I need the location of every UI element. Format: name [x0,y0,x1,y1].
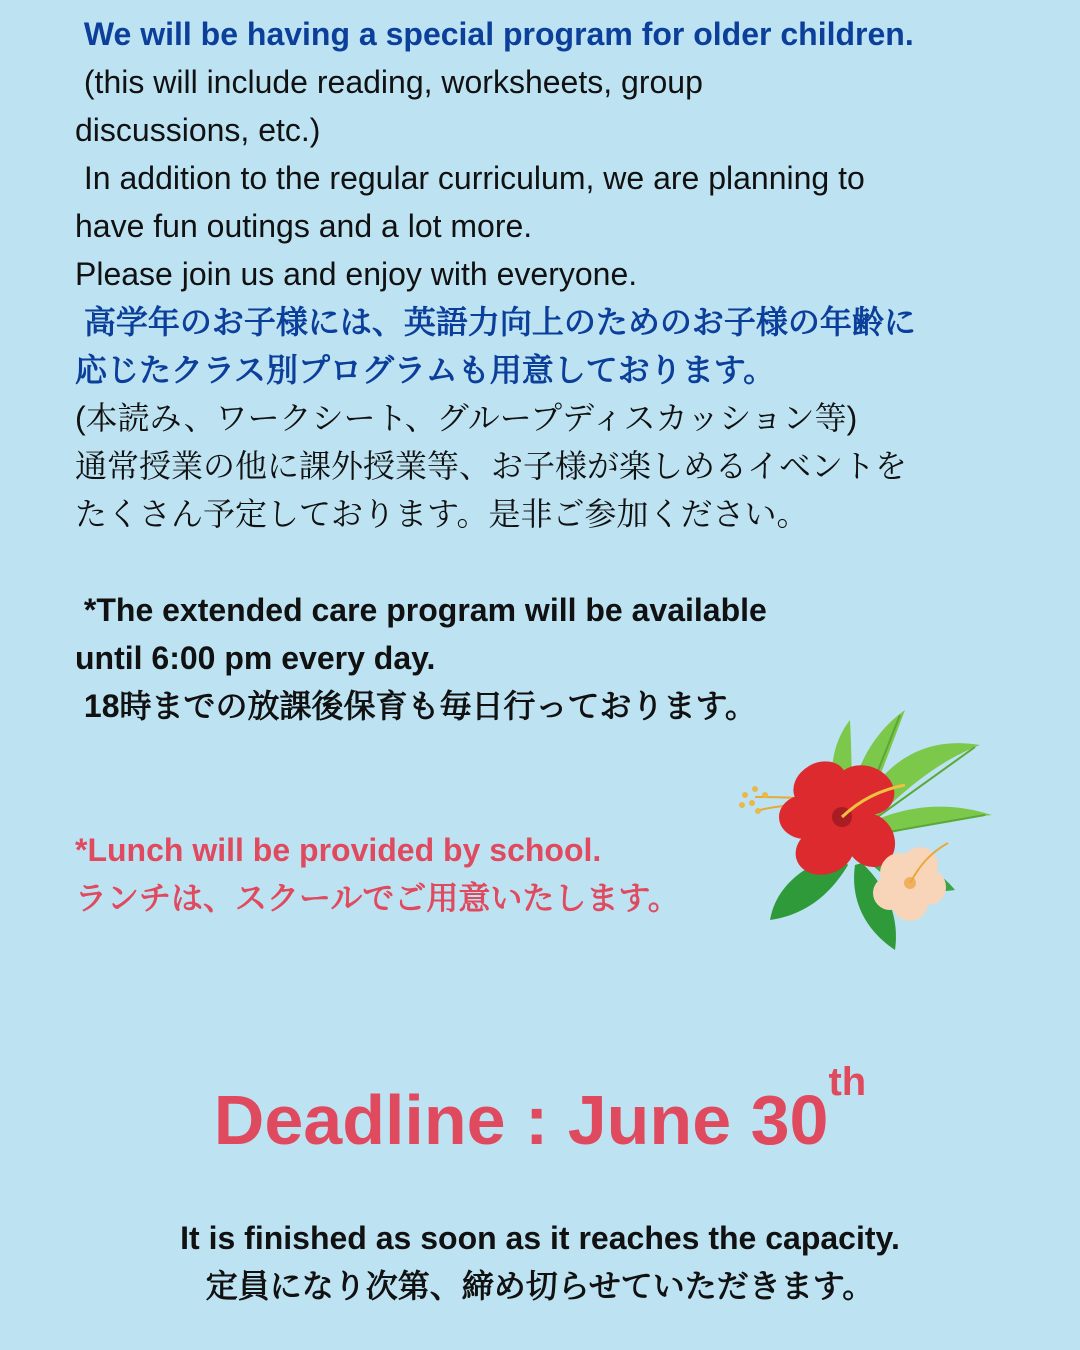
intro-body-jp-line: (本読み、ワークシート、グループディスカッション等) [75,400,858,436]
intro-section [75,10,1010,538]
deadline-text [0,1060,1080,1168]
intro-body-en-line: have fun outings and a lot more. [75,208,533,244]
lunch-jp: ランチは、スクールでご用意いたします。 [75,880,680,916]
intro-body-en-line: In addition to the regular curriculum, we are planning to [75,160,865,196]
lunch-en: *Lunch will be provided by school. [75,832,602,868]
intro-heading-jp-line: 応じたクラス別プログラムも用意しております。 [75,352,776,388]
intro-heading-jp-line: 高学年のお子様には、英語力向上のためのお子様の年齢に [75,304,916,340]
intro-body-en-line: discussions, etc.) [75,112,321,148]
intro-body-jp-line: たくさん予定しております。是非ご参加ください。 [75,496,809,532]
extended-care-line: *The extended care program will be available [75,592,767,628]
capacity-jp: 定員になり次第、締め切らせていただきます。 [205,1268,875,1304]
extended-care-line-jp: 18時までの放課後保育も毎日行っております。 [75,688,757,724]
capacity-section [0,1214,1080,1310]
intro-body-en-line: Please join us and enjoy with everyone. [75,256,638,292]
deadline-main: Deadline : June 30 [213,1081,829,1159]
intro-body-en-line: (this will include reading, worksheets, group [75,64,703,100]
deadline-suffix: th [828,1060,867,1104]
hibiscus-flower-icon [730,705,1000,965]
intro-heading-en: We will be having a special program for older children. [75,16,914,52]
intro-body-jp-line: 通常授業の他に課外授業等、お子様が楽しめるイベントを [75,448,908,484]
extended-care-line: until 6:00 pm every day. [75,640,436,676]
capacity-en: It is finished as soon as it reaches the capacity. [180,1220,900,1256]
